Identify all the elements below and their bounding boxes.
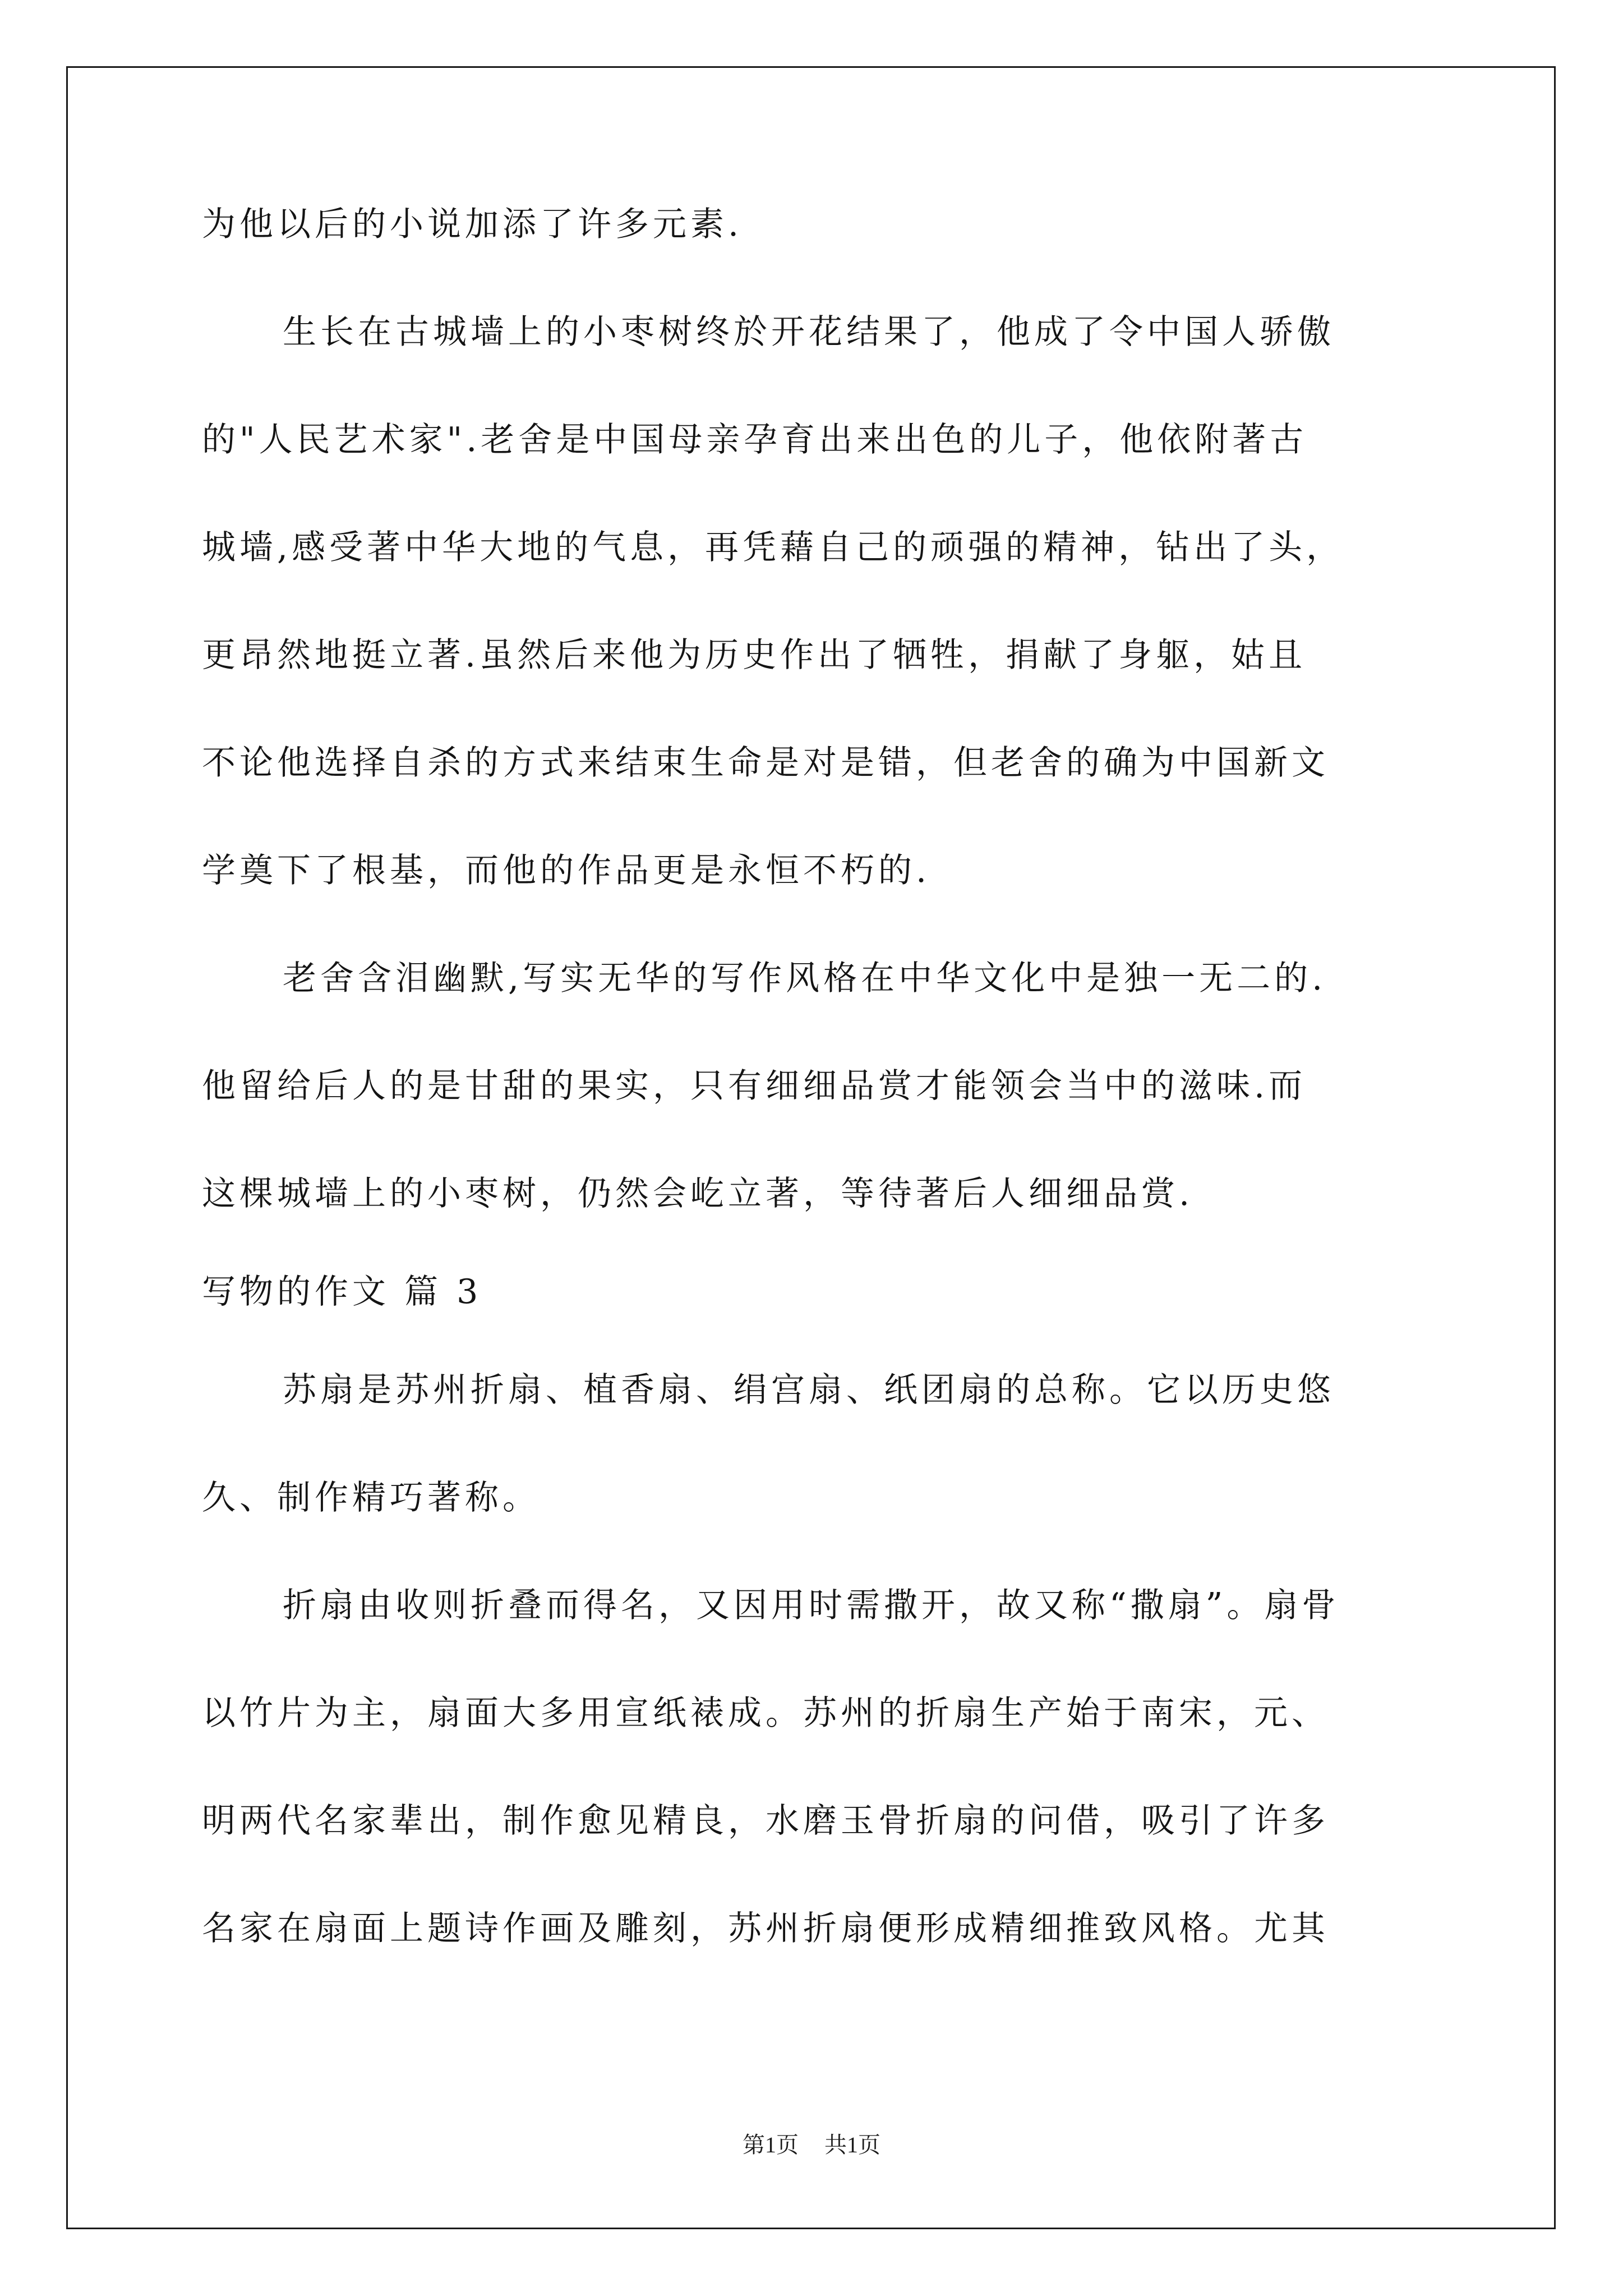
text-line: 明两代名家辈出，制作愈见精良，水磨玉骨折扇的问借，吸引了许多 (202, 1801, 1329, 1841)
page-count: 共1页 (824, 2132, 880, 2157)
section-heading: 写物的作文 篇 3 (202, 1272, 482, 1312)
text-line: 更昂然地挺立著.虽然后来他为历史作出了牺牲，捐献了身躯，姑且 (202, 636, 1307, 675)
text-line: 城墙,感受著中华大地的气息，再凭藉自己的顽强的精神，钻出了头， (202, 528, 1344, 567)
paragraph-first-line: 老舍含泪幽默,写实无华的写作风格在中华文化中是独一无二的. (283, 959, 1327, 998)
text-line: 以竹片为主，扇面大多用宣纸裱成。苏州的折扇生产始于南宋，元、 (202, 1694, 1329, 1733)
text-line: 学奠下了根基，而他的作品更是永恒不朽的. (202, 851, 931, 890)
text-line: 这棵城墙上的小枣树，仍然会屹立著，等待著后人细细品赏. (202, 1174, 1194, 1213)
text-line: 他留给后人的是甘甜的果实，只有细细品赏才能领会当中的滋味.而 (202, 1066, 1307, 1106)
paragraph-first-line: 折扇由收则折叠而得名，又因用时需撒开，故又称“撒扇”。扇骨 (283, 1586, 1340, 1625)
text-line: 为他以后的小说加添了许多元素. (202, 205, 743, 244)
text-line: 久、制作精巧著称。 (202, 1478, 540, 1517)
text-line: 不论他选择自杀的方式来结束生命是对是错，但老舍的确为中国新文 (202, 743, 1329, 783)
paragraph-first-line: 生长在古城墙上的小枣树终於开花结果了，他成了令中国人骄傲 (283, 312, 1335, 352)
text-line: 名家在扇面上题诗作画及雕刻，苏州折扇便形成精细推致风格。尤其 (202, 1909, 1329, 1948)
text-line: 的"人民艺术家".老舍是中国母亲孕育出来出色的儿子，他依附著古 (202, 420, 1308, 459)
page-number: 第1页 (743, 2132, 799, 2157)
page-footer (0, 2131, 1623, 2159)
page-border (66, 66, 1556, 2229)
paragraph-first-line: 苏扇是苏州折扇、植香扇、绢宫扇、纸团扇的总称。它以历史悠 (283, 1370, 1335, 1410)
